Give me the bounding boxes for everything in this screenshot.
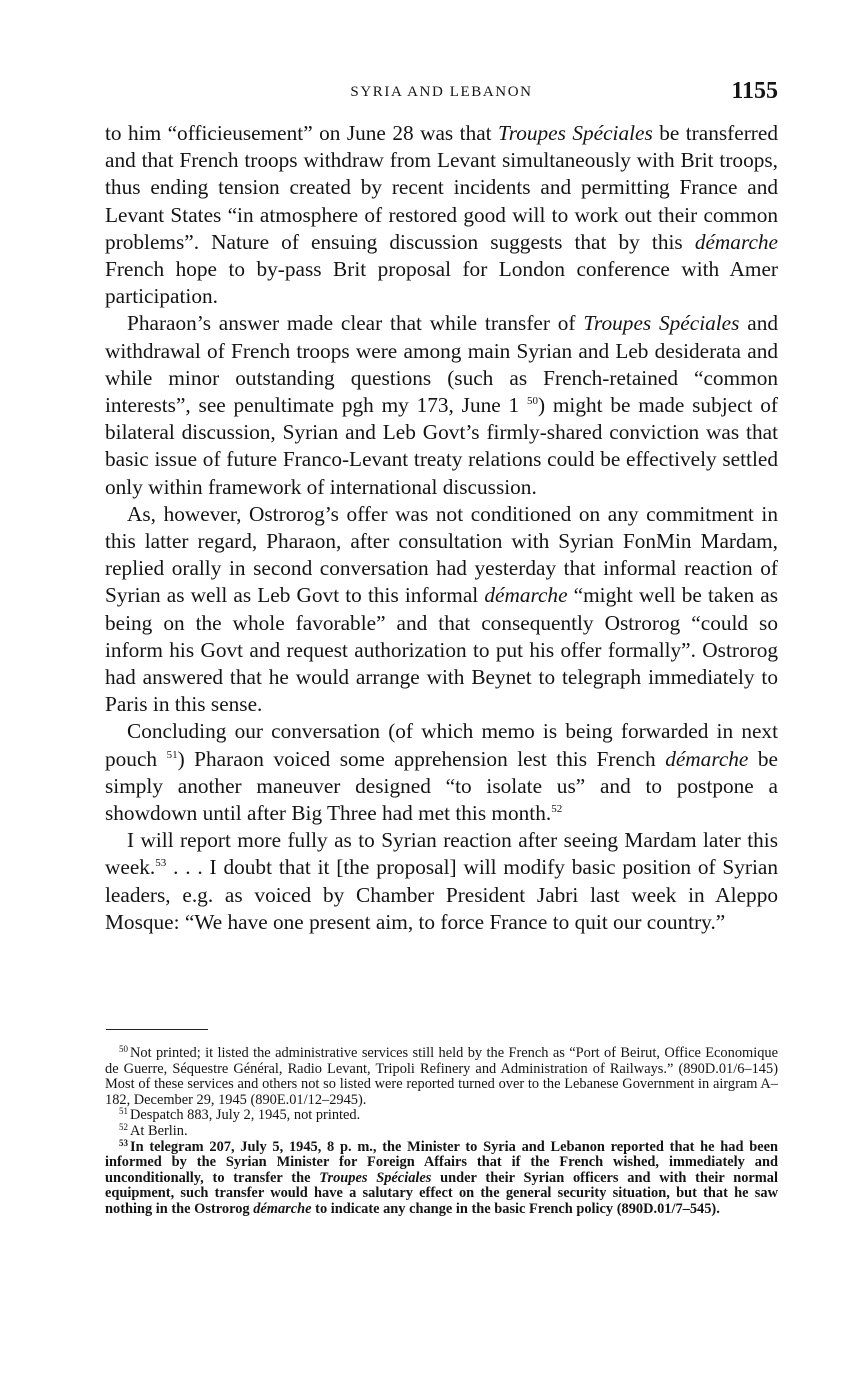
footnote-text: to indicate any change in the basic French policy (890D.01/7–545). [311,1200,720,1217]
italic-term: Troupes Spéciales [319,1169,432,1186]
italic-term: Troupes Spéciales [583,311,740,336]
footnote-mark: 52 [119,1121,128,1132]
footnotes [105,1046,778,1218]
footnote-text: Not printed; it listed the administrative services still held by the French as “Port of Beirut, Office Economique de Guerre, Séquestre Général, Radio Levant, Tripoli Refinery and Administration of Railways.” (890D.01/6–145) Most of these services and others not so listed were reported turned over to the Lebanese Government in airgram A–182, December 29, 1945 (890E.01/12–2945). [105,1045,778,1108]
footnote-52 [105,1121,778,1140]
footnote-text: Despatch 883, July 2, 1945, not printed. [130,1107,361,1124]
footnote-50 [105,1046,778,1108]
italic-term: démarche [253,1200,312,1217]
paragraph-2 [105,310,778,500]
footnote-text: At Berlin. [130,1122,188,1139]
running-head [105,78,778,108]
text-run: I will report more fully as to Syrian reaction after seeing Mardam later this week. [105,828,778,880]
paragraph-5 [105,827,778,936]
text-run: and withdrawal of French troops were among main Syrian and Leb desiderata and while minor outstanding questions (such as French-retained “common interests”, see penultimate pgh my 173, June 1 [105,311,778,418]
footnote-53 [105,1137,778,1218]
text-run: Pharaon’s answer made clear that while transfer of [127,311,584,336]
text-run: As, however, Ostrorog’s offer was not conditioned on any commitment in this latter regard, Pharaon, after consultation with Syrian FonMin Mardam, replied orally in second conversation had yesterday that informal reaction of Syrian as well as Leb Govt to this informal [105,501,778,608]
text-run: to him “officieusement” on June 28 was that [105,121,499,145]
body-text [105,120,778,936]
footnote-ref-50: 50 [526,395,538,408]
italic-term: Troupes Spéciales [498,121,653,145]
text-run: be transferred and that French troops withdraw from Levant simultaneously with Brit troops, thus ending tension created by recent incidents and permitting France and Levant States “in atmosphere of restored good will to work out their common problems”. Nature of ensuing discussion suggests that by this [105,121,778,254]
text-run: . . . I doubt that it [the proposal] will modify basic position of Syrian leaders, e.g. as voiced by Chamber President Jabri last week in Aleppo Mosque: “We have one present aim, to force France to quit our country.” [105,855,778,934]
footnote-text: under their Syrian officers and with their normal equipment, such transfer would have a salutary effect on the general security situation, but that he saw nothing in the Ostrorog [105,1169,778,1217]
paragraph-3 [105,501,778,719]
footnote-text: In telegram 207, July 5, 1945, 8 p. m., the Minister to Syria and Lebanon reported that he had been informed by the Syrian Minister for Foreign Affairs that if the French wished, immediately and unconditionally, to transfer the [105,1138,778,1186]
italic-term: démarche [694,229,778,254]
text-run: be simply another maneuver designed “to isolate us” and to postpone a showdown until after Big Three had met this month. [105,746,778,826]
footnote-ref-52: 52 [551,803,563,816]
text-run: “might well be taken as being on the whole favorable” and that consequently Ostrorog “could so inform his Govt and request authorization to put his offer formally”. Ostrorog had answered that he would arrange with Beynet to telegraph immediately to Paris in this sense. [105,583,778,717]
footnote-ref-53: 53 [155,857,167,870]
page-number: 1155 [731,78,778,104]
footnote-ref-51: 51 [166,748,178,761]
text-run: French hope to by-pass Brit proposal for London conference with Amer participation. [105,257,778,309]
paragraph-1 [105,120,778,310]
italic-term: démarche [665,746,749,771]
running-title: SYRIA AND LEBANON [350,84,533,100]
text-run: ) might be made subject of bilateral discussion, Syrian and Leb Govt’s firmly-shared conviction was that basic issue of future Franco-Levant treaty relations could be effectively settled only within framework of international discussion. [105,393,778,499]
footnote-mark: 50 [119,1044,128,1054]
text-run: Concluding our conversation (of which memo is being forwarded in next pouch [105,719,778,771]
text-run: ) Pharaon voiced some apprehension lest this French [177,746,666,771]
paragraph-4 [105,718,778,827]
italic-term: démarche [484,583,568,608]
footnote-mark: 51 [119,1106,128,1117]
footnote-mark: 53 [119,1137,128,1148]
footnote-divider [106,1029,208,1030]
footnote-51 [105,1108,778,1124]
